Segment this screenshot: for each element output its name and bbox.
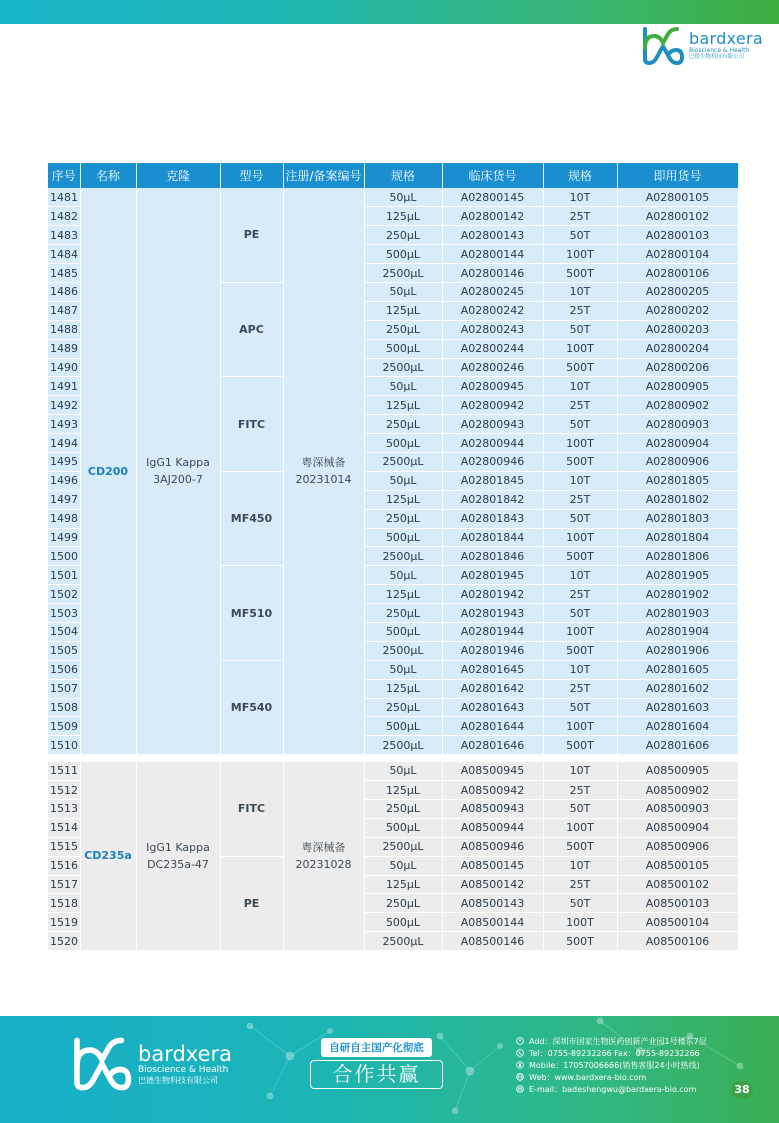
cell-no: 1509 <box>48 717 80 736</box>
cell-spec-volume: 2500µL <box>364 837 442 856</box>
cell-spec-tests: 500T <box>543 547 617 566</box>
clone-id: DC235a-47 <box>147 857 209 871</box>
cell-ready-code: A02800106 <box>617 264 738 283</box>
cell-clinical-code: A02800143 <box>442 226 543 245</box>
contact-email[interactable] <box>516 1083 756 1095</box>
cell-spec-volume: 250µL <box>364 604 442 623</box>
contact-web[interactable] <box>516 1071 756 1083</box>
cell-clinical-code: A02801942 <box>442 585 543 604</box>
cell-clinical-code: A02800142 <box>442 207 543 226</box>
cell-spec-volume: 2500µL <box>364 264 442 283</box>
cell-spec-tests: 10T <box>543 377 617 396</box>
web-icon <box>516 1073 524 1081</box>
clone-id: 3AJ200-7 <box>153 473 203 487</box>
product-spec-table <box>48 163 739 951</box>
cell-ready-code: A02800905 <box>617 377 738 396</box>
cell-spec-volume: 125µL <box>364 490 442 509</box>
cell-model: FITC <box>220 377 283 471</box>
cell-no: 1519 <box>48 913 80 932</box>
cell-spec-tests: 500T <box>543 932 617 951</box>
cell-spec-volume: 250µL <box>364 320 442 339</box>
cell-ready-code: A02801906 <box>617 641 738 660</box>
cell-ready-code: A08500102 <box>617 875 738 894</box>
cell-spec-tests: 25T <box>543 396 617 415</box>
cell-ready-code: A08500905 <box>617 762 738 781</box>
cell-ready-code: A02801903 <box>617 604 738 623</box>
header-spec: 规格 <box>364 163 442 188</box>
cell-spec-tests: 25T <box>543 781 617 800</box>
cell-no: 1505 <box>48 641 80 660</box>
cell-spec-volume: 125µL <box>364 679 442 698</box>
cell-clinical-code: A02801842 <box>442 490 543 509</box>
slogan-block <box>310 1036 443 1089</box>
cell-spec-volume: 125µL <box>364 396 442 415</box>
cell-ready-code: A02800102 <box>617 207 738 226</box>
registration-number: 20231014 <box>295 473 352 487</box>
cell-ready-code: A08500106 <box>617 932 738 951</box>
cell-clinical-code: A02800145 <box>442 188 543 207</box>
registration-number: 20231028 <box>295 857 352 871</box>
cell-spec-volume: 50µL <box>364 566 442 585</box>
cell-spec-tests: 100T <box>543 818 617 837</box>
cell-spec-volume: 50µL <box>364 471 442 490</box>
cell-ready-code: A08500105 <box>617 856 738 875</box>
cell-no: 1512 <box>48 781 80 800</box>
cell-clinical-code: A02800244 <box>442 339 543 358</box>
cell-ready-code: A08500903 <box>617 800 738 819</box>
cell-spec-volume: 500µL <box>364 339 442 358</box>
cell-spec-volume: 50µL <box>364 188 442 207</box>
cell-spec-tests: 50T <box>543 320 617 339</box>
cell-ready-code: A02801802 <box>617 490 738 509</box>
header-spec-test: 规格 <box>543 163 617 188</box>
cell-clinical-code: A08500942 <box>442 781 543 800</box>
cell-ready-code: A08500904 <box>617 818 738 837</box>
cell-spec-volume: 50µL <box>364 762 442 781</box>
contact-mobile-text: Mobile：17057006666(销售客服24小时热线) <box>529 1060 700 1070</box>
cell-spec-volume: 2500µL <box>364 452 442 471</box>
cell-no: 1485 <box>48 264 80 283</box>
footer-brand-name: bardxera <box>138 1041 232 1066</box>
cell-clinical-code: A08500143 <box>442 894 543 913</box>
cell-spec-tests: 10T <box>543 566 617 585</box>
cell-clinical-code: A02800246 <box>442 358 543 377</box>
cell-no: 1493 <box>48 415 80 434</box>
clone-isotype: IgG1 Kappa <box>146 840 210 854</box>
cell-no: 1490 <box>48 358 80 377</box>
cell-registration <box>283 762 364 951</box>
top-color-band <box>0 0 779 24</box>
header-model: 型号 <box>220 163 283 188</box>
cell-ready-code: A02800906 <box>617 452 738 471</box>
cell-clinical-code: A02801943 <box>442 604 543 623</box>
cell-no: 1502 <box>48 585 80 604</box>
cell-no: 1486 <box>48 282 80 301</box>
cell-spec-volume: 2500µL <box>364 358 442 377</box>
contact-address-text: Add：深圳市国家生物医药创新产业园1号楼东7层 <box>529 1036 707 1046</box>
cell-clone <box>136 762 220 951</box>
cell-spec-volume: 2500µL <box>364 932 442 951</box>
cell-spec-tests: 500T <box>543 641 617 660</box>
cell-clinical-code: A02801645 <box>442 660 543 679</box>
cell-clinical-code: A02801644 <box>442 717 543 736</box>
cell-clinical-code: A08500944 <box>442 818 543 837</box>
cell-ready-code: A02801803 <box>617 509 738 528</box>
cell-spec-tests: 10T <box>543 856 617 875</box>
cell-spec-tests: 10T <box>543 471 617 490</box>
cell-spec-volume: 250µL <box>364 509 442 528</box>
cell-no: 1498 <box>48 509 80 528</box>
cell-no: 1482 <box>48 207 80 226</box>
brand-subtitle: Bioscience & Health <box>689 47 750 54</box>
contact-mobile <box>516 1059 756 1071</box>
cell-ready-code: A02801805 <box>617 471 738 490</box>
cell-spec-tests: 25T <box>543 301 617 320</box>
brand-cn-name: 巴德生物科技有限公司 <box>689 54 745 60</box>
cell-spec-volume: 500µL <box>364 528 442 547</box>
cell-spec-volume: 125µL <box>364 781 442 800</box>
table-row <box>48 762 738 781</box>
cell-model: PE <box>220 188 283 282</box>
cell-clinical-code: A08500142 <box>442 875 543 894</box>
cell-spec-volume: 50µL <box>364 282 442 301</box>
cell-no: 1497 <box>48 490 80 509</box>
cell-ready-code: A02800202 <box>617 301 738 320</box>
cell-ready-code: A02801904 <box>617 622 738 641</box>
cell-spec-tests: 25T <box>543 490 617 509</box>
cell-clinical-code: A02801646 <box>442 736 543 755</box>
cell-no: 1506 <box>48 660 80 679</box>
cell-clinical-code: A02800943 <box>442 415 543 434</box>
cell-spec-volume: 250µL <box>364 415 442 434</box>
cell-spec-tests: 100T <box>543 528 617 547</box>
cell-spec-volume: 500µL <box>364 717 442 736</box>
cell-clinical-code: A02800144 <box>442 245 543 264</box>
cell-clinical-code: A08500146 <box>442 932 543 951</box>
cell-ready-code: A08500906 <box>617 837 738 856</box>
cell-no: 1496 <box>48 471 80 490</box>
cell-no: 1513 <box>48 800 80 819</box>
cell-no: 1484 <box>48 245 80 264</box>
cell-no: 1508 <box>48 698 80 717</box>
cell-clinical-code: A08500145 <box>442 856 543 875</box>
cell-spec-tests: 25T <box>543 875 617 894</box>
cell-ready-code: A02800103 <box>617 226 738 245</box>
cell-spec-tests: 50T <box>543 800 617 819</box>
cell-spec-tests: 50T <box>543 226 617 245</box>
contact-address <box>516 1035 756 1047</box>
header-ready-code: 即用货号 <box>617 163 738 188</box>
cell-no: 1483 <box>48 226 80 245</box>
cell-ready-code: A02801905 <box>617 566 738 585</box>
slogan-main: 合作共赢 <box>310 1060 443 1089</box>
contact-phone <box>516 1047 756 1059</box>
cell-spec-tests: 50T <box>543 509 617 528</box>
cell-model: FITC <box>220 762 283 856</box>
cell-clinical-code: A02801844 <box>442 528 543 547</box>
cell-spec-tests: 10T <box>543 762 617 781</box>
cell-clinical-code: A02801843 <box>442 509 543 528</box>
cell-product-name: CD200 <box>80 188 136 755</box>
header-no: 序号 <box>48 163 80 188</box>
cell-clinical-code: A02801642 <box>442 679 543 698</box>
cell-clinical-code: A02800942 <box>442 396 543 415</box>
cell-spec-tests: 500T <box>543 452 617 471</box>
header-clinical-code: 临床货号 <box>442 163 543 188</box>
registration-label: 粤深械备 <box>301 456 346 470</box>
cell-clone <box>136 188 220 755</box>
cell-ready-code: A02800204 <box>617 339 738 358</box>
table-row <box>48 188 738 207</box>
bardxera-logo-icon <box>70 1036 134 1092</box>
cell-spec-volume: 500µL <box>364 818 442 837</box>
cell-model: MF450 <box>220 471 283 565</box>
cell-clinical-code: A02801946 <box>442 641 543 660</box>
cell-clinical-code: A02801846 <box>442 547 543 566</box>
cell-spec-tests: 500T <box>543 358 617 377</box>
cell-ready-code: A02800104 <box>617 245 738 264</box>
footer-brand-cn-name: 巴德生物科技有限公司 <box>138 1075 218 1085</box>
page-number: 38 <box>731 1081 753 1099</box>
location-icon <box>516 1037 524 1045</box>
contact-web-text[interactable]: Web：www.bardxera-bio.com <box>529 1072 647 1082</box>
cell-spec-tests: 500T <box>543 736 617 755</box>
phone-icon <box>516 1049 524 1057</box>
cell-ready-code: A02801606 <box>617 736 738 755</box>
email-icon <box>516 1085 524 1093</box>
cell-clinical-code: A02800245 <box>442 282 543 301</box>
cell-clinical-code: A02801643 <box>442 698 543 717</box>
cell-spec-volume: 125µL <box>364 207 442 226</box>
cell-no: 1499 <box>48 528 80 547</box>
cell-ready-code: A08500104 <box>617 913 738 932</box>
footer-logo <box>70 1036 232 1092</box>
mobile-icon <box>516 1061 524 1069</box>
cell-spec-volume: 500µL <box>364 434 442 453</box>
cell-spec-tests: 50T <box>543 415 617 434</box>
cell-spec-tests: 100T <box>543 339 617 358</box>
cell-no: 1516 <box>48 856 80 875</box>
cell-model: PE <box>220 856 283 950</box>
cell-spec-volume: 250µL <box>364 800 442 819</box>
contact-email-text[interactable]: E-mail：badeshengwu@bardxera-bio.com <box>529 1084 697 1094</box>
cell-no: 1507 <box>48 679 80 698</box>
cell-ready-code: A02801806 <box>617 547 738 566</box>
contact-list <box>516 1035 756 1095</box>
cell-ready-code: A02801605 <box>617 660 738 679</box>
cell-ready-code: A08500103 <box>617 894 738 913</box>
cell-product-name: CD235a <box>80 762 136 951</box>
cell-clinical-code: A08500946 <box>442 837 543 856</box>
cell-spec-tests: 25T <box>543 207 617 226</box>
cell-no: 1510 <box>48 736 80 755</box>
cell-clinical-code: A08500945 <box>442 762 543 781</box>
cell-spec-tests: 50T <box>543 604 617 623</box>
cell-ready-code: A02800904 <box>617 434 738 453</box>
footer-brand-subtitle: Bioscience & Health <box>138 1064 229 1075</box>
cell-ready-code: A02800206 <box>617 358 738 377</box>
cell-clinical-code: A02801945 <box>442 566 543 585</box>
header-registration: 注册/备案编号 <box>283 163 364 188</box>
cell-spec-tests: 10T <box>543 188 617 207</box>
cell-no: 1487 <box>48 301 80 320</box>
header-logo <box>640 26 763 66</box>
cell-spec-volume: 500µL <box>364 622 442 641</box>
cell-spec-tests: 500T <box>543 264 617 283</box>
cell-spec-tests: 100T <box>543 434 617 453</box>
cell-clinical-code: A02800146 <box>442 264 543 283</box>
cell-ready-code: A02800203 <box>617 320 738 339</box>
cell-no: 1489 <box>48 339 80 358</box>
cell-spec-tests: 10T <box>543 282 617 301</box>
cell-spec-volume: 125µL <box>364 875 442 894</box>
cell-ready-code: A08500902 <box>617 781 738 800</box>
cell-spec-volume: 500µL <box>364 913 442 932</box>
cell-no: 1515 <box>48 837 80 856</box>
cell-clinical-code: A02800242 <box>442 301 543 320</box>
group-spacer <box>48 755 738 762</box>
cell-no: 1511 <box>48 762 80 781</box>
cell-no: 1520 <box>48 932 80 951</box>
cell-ready-code: A02801804 <box>617 528 738 547</box>
cell-ready-code: A02801902 <box>617 585 738 604</box>
cell-ready-code: A02801602 <box>617 679 738 698</box>
cell-clinical-code: A02800946 <box>442 452 543 471</box>
contact-phone-text: Tel：0755-89232266 Fax：0755-89232266 <box>529 1048 700 1058</box>
group-spacer-cell <box>48 755 738 762</box>
cell-no: 1481 <box>48 188 80 207</box>
header-clone: 克隆 <box>136 163 220 188</box>
cell-spec-tests: 100T <box>543 245 617 264</box>
cell-model: MF510 <box>220 566 283 660</box>
cell-ready-code: A02800105 <box>617 188 738 207</box>
cell-no: 1501 <box>48 566 80 585</box>
cell-ready-code: A02800902 <box>617 396 738 415</box>
header-name: 名称 <box>80 163 136 188</box>
cell-spec-volume: 50µL <box>364 856 442 875</box>
cell-no: 1518 <box>48 894 80 913</box>
registration-label: 粤深械备 <box>301 840 346 854</box>
cell-no: 1517 <box>48 875 80 894</box>
cell-no: 1500 <box>48 547 80 566</box>
cell-clinical-code: A02800945 <box>442 377 543 396</box>
cell-ready-code: A02801603 <box>617 698 738 717</box>
cell-clinical-code: A02801944 <box>442 622 543 641</box>
cell-ready-code: A02800903 <box>617 415 738 434</box>
cell-clinical-code: A08500943 <box>442 800 543 819</box>
bardxera-logo-icon <box>640 26 686 66</box>
cell-spec-volume: 2500µL <box>364 547 442 566</box>
cell-spec-tests: 500T <box>543 837 617 856</box>
cell-spec-volume: 250µL <box>364 226 442 245</box>
cell-spec-volume: 250µL <box>364 894 442 913</box>
cell-spec-tests: 25T <box>543 585 617 604</box>
cell-spec-tests: 25T <box>543 679 617 698</box>
cell-spec-volume: 50µL <box>364 660 442 679</box>
cell-ready-code: A02800205 <box>617 282 738 301</box>
cell-clinical-code: A02800944 <box>442 434 543 453</box>
cell-no: 1491 <box>48 377 80 396</box>
cell-spec-volume: 250µL <box>364 698 442 717</box>
cell-spec-volume: 500µL <box>364 245 442 264</box>
cell-spec-tests: 50T <box>543 894 617 913</box>
cell-spec-volume: 2500µL <box>364 641 442 660</box>
slogan-top: 自研自主国产化彻底 <box>321 1038 432 1057</box>
cell-clinical-code: A08500144 <box>442 913 543 932</box>
cell-no: 1492 <box>48 396 80 415</box>
cell-spec-tests: 50T <box>543 698 617 717</box>
cell-model: APC <box>220 282 283 376</box>
cell-spec-tests: 100T <box>543 717 617 736</box>
cell-no: 1494 <box>48 434 80 453</box>
cell-no: 1495 <box>48 452 80 471</box>
cell-spec-volume: 2500µL <box>364 736 442 755</box>
cell-no: 1504 <box>48 622 80 641</box>
cell-clinical-code: A02800243 <box>442 320 543 339</box>
cell-no: 1514 <box>48 818 80 837</box>
table-header-row <box>48 163 738 188</box>
cell-spec-tests: 10T <box>543 660 617 679</box>
footer-band <box>0 1016 779 1123</box>
cell-spec-volume: 50µL <box>364 377 442 396</box>
brand-name: bardxera <box>689 29 764 48</box>
cell-spec-tests: 100T <box>543 622 617 641</box>
cell-spec-volume: 125µL <box>364 585 442 604</box>
cell-no: 1488 <box>48 320 80 339</box>
cell-ready-code: A02801604 <box>617 717 738 736</box>
cell-registration <box>283 188 364 755</box>
cell-spec-tests: 100T <box>543 913 617 932</box>
cell-clinical-code: A02801845 <box>442 471 543 490</box>
cell-spec-volume: 125µL <box>364 301 442 320</box>
cell-model: MF540 <box>220 660 283 754</box>
clone-isotype: IgG1 Kappa <box>146 456 210 470</box>
cell-no: 1503 <box>48 604 80 623</box>
